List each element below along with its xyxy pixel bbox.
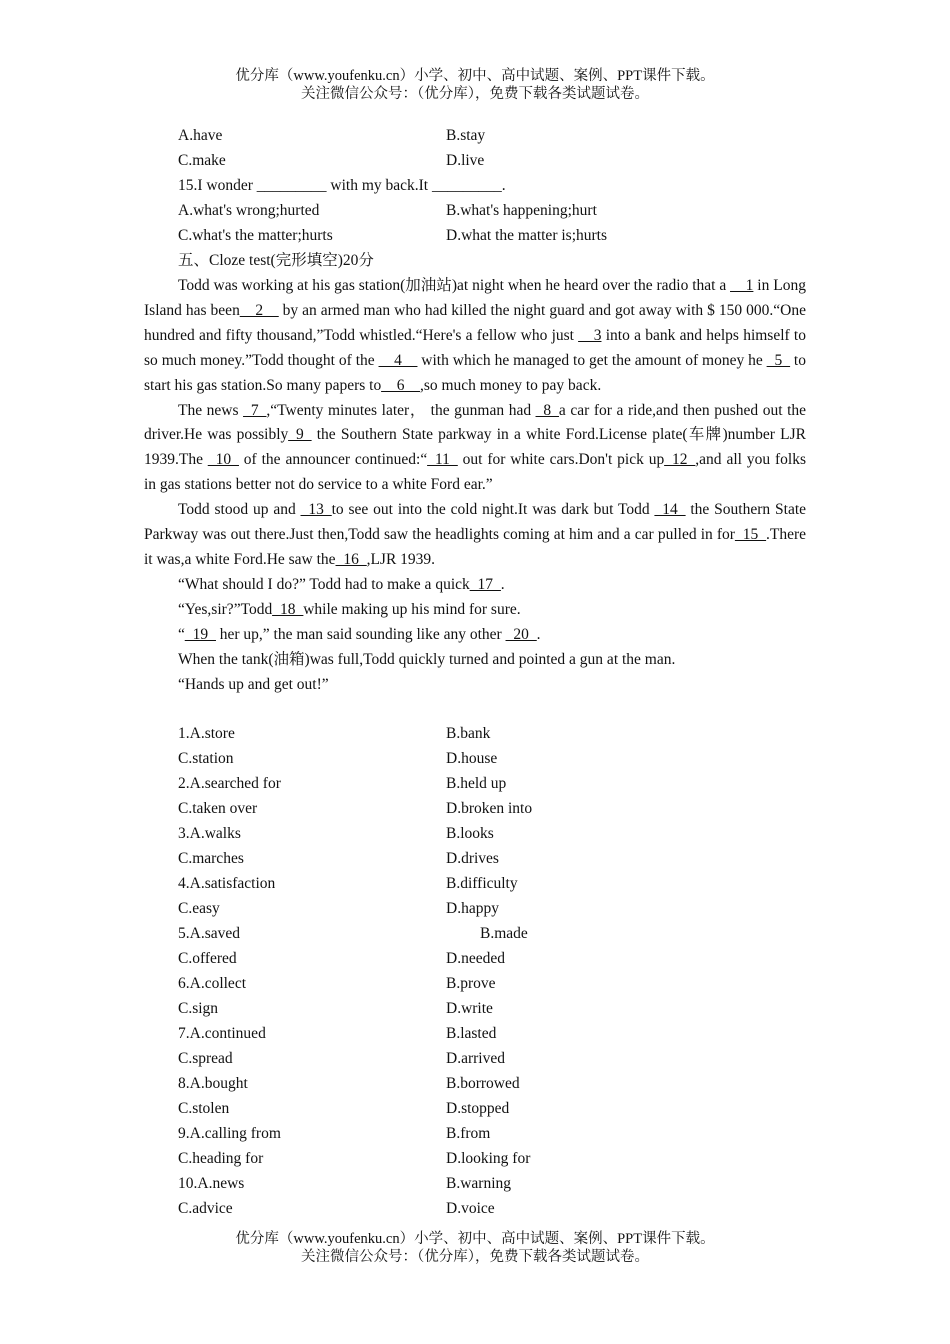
passage-paragraph-5: “Yes,sir?”Todd_18_while making up his mind for sure.: [178, 600, 521, 618]
page-header: [0, 67, 950, 103]
blank-12: _12_: [664, 451, 696, 469]
option-row-left: 4.A.satisfaction: [178, 875, 276, 892]
option-row-right: B.borrowed: [446, 1075, 520, 1092]
passage-paragraph-1: Todd was working at his gas station(加油站)at night when he heard over the radio that a __1 in Long Island has been__2__ by an armed man who had killed the night guard and got away with $ 150 000.“One hundred and fifty thousand,”Todd whistled.“Here's a fellow who just __3 into a bank and helps himself to so much money.”Todd thought of the __4__ with which he managed to get the amount of money he _5_ to start his gas station.So many papers to__6__,so much money to pay back.: [144, 277, 806, 394]
blank-7: _7_: [243, 401, 267, 419]
blank-18: _18_: [272, 600, 304, 618]
footer-line-1: 优分库（www.youfenku.cn）小学、初中、高中试题、案例、PPT课件下载。: [235, 1231, 715, 1247]
passage-paragraph-7: When the tank(油箱)was full,Todd quickly turned and pointed a gun at the man.: [178, 650, 676, 668]
option-row-left: 1.A.store: [178, 725, 235, 742]
option-row-left: 3.A.walks: [178, 825, 241, 842]
passage-paragraph-8: “Hands up and get out!”: [178, 675, 329, 693]
option-row-right: D.voice: [446, 1200, 495, 1217]
option-row-right: D.write: [446, 1000, 493, 1017]
blank-20: _20_: [505, 625, 537, 643]
q15-option-d: D.what the matter is;hurts: [446, 227, 607, 244]
option-row-right: B.bank: [446, 725, 491, 742]
header-line-2: 关注微信公众号：（优分库），免费下载各类试题试卷。: [301, 86, 649, 102]
option-row-right: D.looking for: [446, 1150, 531, 1167]
option-row-right: B.difficulty: [446, 875, 518, 892]
blank-13: _13_: [300, 501, 332, 519]
option-row-right: D.house: [446, 750, 498, 767]
blank-17: _17_: [469, 575, 501, 593]
option-row-right: D.drives: [446, 850, 499, 867]
blank-14: _14_: [654, 501, 686, 519]
option-row-right: D.needed: [446, 950, 505, 967]
option-row-left: C.advice: [178, 1200, 233, 1217]
passage-paragraph-3: Todd stood up and _13_to see out into the cold night.It was dark but Todd _14_ the Southern State Parkway was out there.Just then,Todd saw the headlights coming at him and a car pulled in for_15_.There it was,a white Ford.He saw the_16_,LJR 1939.: [144, 501, 807, 568]
option-row-right: B.warning: [446, 1175, 512, 1192]
option-row-left: C.taken over: [178, 800, 258, 817]
option-row-right: D.broken into: [446, 800, 533, 817]
option-row-left: 7.A.continued: [178, 1025, 266, 1042]
option-row-right: B.prove: [446, 975, 496, 992]
passage-paragraph-4: “What should I do?” Todd had to make a quick_17_.: [178, 575, 505, 593]
blank-3: __3: [578, 326, 602, 344]
option-row-left: C.stolen: [178, 1100, 230, 1117]
blank-2: __2__: [239, 301, 279, 319]
option-row-left: C.easy: [178, 900, 220, 917]
q14-option-a: A.have: [178, 127, 223, 144]
option-row-left: C.station: [178, 750, 234, 767]
option-row-left: 5.A.saved: [178, 925, 240, 942]
blank-15: _15_: [734, 526, 766, 544]
q14-option-c: C.make: [178, 152, 226, 169]
passage-paragraph-2: The news _7_,“Twenty minutes later， the gunman had _8_a car for a ride,and then pushed out the driver.He was possibly_9_ the Southern State parkway in a white Ford.License plate(车牌)number LJR 1939.The _10_ of the announcer continued:“_11_ out for white cars.Don't pick up_12_,and all you folks in gas stations better not do service to a white Ford ear.”: [144, 401, 807, 494]
blank-4: __4__: [378, 351, 418, 369]
q14-option-d: D.live: [446, 152, 485, 169]
option-row-left: C.offered: [178, 950, 237, 967]
blank-5: _5_: [766, 351, 790, 369]
blank-16: _16_: [335, 550, 367, 568]
blank-10: _10_: [207, 451, 239, 469]
blank-19: _19_: [184, 625, 216, 643]
footer-line-2: 关注微信公众号：（优分库），免费下载各类试题试卷。: [301, 1249, 649, 1265]
option-row-left: C.heading for: [178, 1150, 264, 1167]
option-row-left: 9.A.calling from: [178, 1125, 281, 1142]
option-row-left: 10.A.news: [178, 1175, 245, 1192]
option-row-right: B.made: [480, 925, 528, 942]
option-row-right: B.from: [446, 1125, 491, 1142]
passage-paragraph-6: “_19_ her up,” the man said sounding like any other _20_.: [178, 625, 541, 643]
blank-1: __1: [730, 277, 754, 294]
blank-8: _8_: [535, 401, 559, 419]
option-row-left: C.marches: [178, 850, 244, 867]
option-row-right: D.happy: [446, 900, 499, 917]
q15-option-c: C.what's the matter;hurts: [178, 227, 333, 244]
option-row-right: B.held up: [446, 775, 507, 792]
blank-11: _11_: [427, 451, 458, 469]
q15-stem: 15.I wonder _________ with my back.It _________.: [178, 177, 506, 194]
option-row-left: C.spread: [178, 1050, 233, 1067]
option-row-right: B.lasted: [446, 1025, 497, 1042]
cloze-passage: [144, 274, 806, 697]
option-row-left: 2.A.searched for: [178, 775, 281, 792]
page-footer: [0, 1230, 950, 1266]
blank-9: _9_: [288, 426, 312, 444]
blank-6: __6__: [381, 376, 420, 394]
option-row-right: D.arrived: [446, 1050, 505, 1067]
q15-option-a: A.what's wrong;hurted: [178, 202, 320, 219]
option-row-right: B.looks: [446, 825, 494, 842]
q14-option-b: B.stay: [446, 127, 486, 144]
q15-option-b: B.what's happening;hurt: [446, 202, 597, 219]
section-title: 五、Cloze test(完形填空)20分: [178, 252, 374, 269]
option-row-right: D.stopped: [446, 1100, 510, 1117]
option-row-left: 8.A.bought: [178, 1075, 248, 1092]
option-row-left: C.sign: [178, 1000, 219, 1017]
option-row-left: 6.A.collect: [178, 975, 247, 992]
header-line-1: 优分库（www.youfenku.cn）小学、初中、高中试题、案例、PPT课件下载。: [235, 68, 715, 84]
